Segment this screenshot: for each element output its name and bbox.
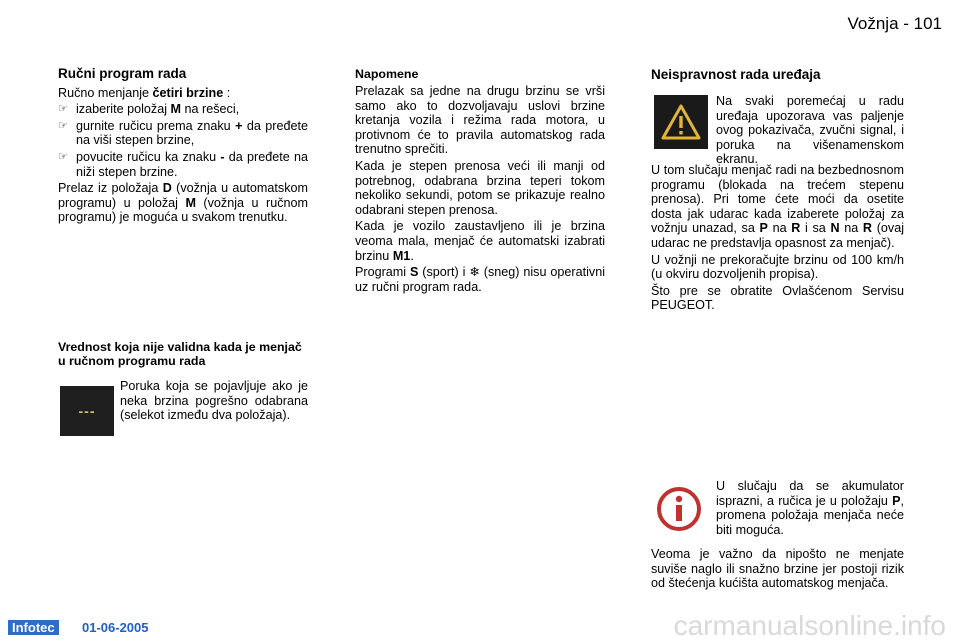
paragraph: Programi S (sport) i ❄ (sneg) nisu operativni uz ručni program rada. (355, 265, 605, 294)
info-icon (655, 485, 703, 533)
paragraph: Što pre se obratite Ovlašćenom Servisu PEUGEOT. (651, 283, 904, 313)
column-notes (355, 67, 605, 296)
paragraph: Kada je vozilo zaustavljeno ili je brzina veoma mala, menjač će automatski izabrati brzinu M1. (355, 219, 605, 263)
page-header: Vožnja - 101 (847, 14, 942, 33)
footer-date: 01-06-2005 (82, 620, 149, 635)
paragraph: U tom slučaju menjač radi na bezbednosnom programu (blokada na trećem stepenu prenosa). Pri tome ćete moći da osetite dosta jak udarac kada izaberete položaj za vožnju unazad, sa P na R i sa N na R (ovaj udarac ne predstavlja opasnost za menjač). (651, 163, 904, 250)
infotec-logo: Infotec (8, 620, 59, 635)
list-item: ☞ povucite ručicu ka znaku - da pređete na niži stepen brzine. (58, 149, 308, 179)
column-malfunction (651, 163, 904, 315)
paragraph: Veoma je važno da nipošto ne menjate suviše naglo ili snažno brzine jer postoji rizik od štećenja kućišta automatskog menjača. (651, 547, 904, 591)
watermark: carmanualsonline.info (673, 610, 946, 641)
pointing-hand-icon: ☞ (58, 150, 68, 163)
paragraph: Prelazak sa jedne na drugu brzinu se vrši samo ako to dozvoljavaju uslovi brzine kretanja vozila i režima rada motora, u protivnom će to pravila automatskog rada trenutno sprečiti. (355, 84, 605, 157)
info-description: U slučaju da se akumulator isprazni, a ručica je u položaju P, promena položaja menjača neće biti moguća. (716, 479, 904, 537)
paragraph: Kada je stepen prenosa veći ili manji od potrebnog, odabrana brzina teperi tokom nekoliko sekundi, potom se prikazuje realno odabrani stepen prenosa. (355, 158, 605, 217)
pointing-hand-icon: ☞ (58, 119, 68, 132)
section-heading: Neispravnost rada uređaja (651, 67, 821, 82)
notes-heading: Napomene (355, 67, 419, 81)
column-manual-program (58, 67, 308, 227)
snowflake-icon: ❄ (469, 265, 480, 280)
pointing-hand-icon: ☞ (58, 103, 68, 116)
section-heading: Ručni program rada (58, 66, 187, 81)
intro-text: Ručno menjanje četiri brzine : (58, 85, 231, 100)
invalid-gear-display-icon: --- (60, 386, 114, 436)
list-item: ☞ izaberite položaj M na rešeci, (58, 102, 240, 117)
paragraph: Prelaz iz položaja D (vožnja u automatskom programu) u položaj M (vožnja u ručnom programu) je moguća u svakom trenutku. (58, 181, 308, 225)
warning-triangle-icon (654, 95, 708, 149)
subsection-heading: Vrednost koja nije validna kada je menjač u ručnom programu rada (58, 340, 302, 368)
invalid-gear-description: Poruka koja se pojavljuje ako je neka brzina pogrešno odabrana (selekot između dva položaja). (120, 379, 308, 423)
list-item: ☞ gurnite ručicu prema znaku + da pređete na viši stepen brzine, (58, 118, 308, 148)
paragraph: U vožnji ne prekoračujte brzinu od 100 km/h (u okviru dozvoljenih propisa). (651, 252, 904, 282)
warning-description: Na svaki poremećaj u radu uređaja upozorava vas paljenje ovog pokazivača, zvučni signal, i poruka na višenamenskom ekranu. (716, 94, 904, 167)
